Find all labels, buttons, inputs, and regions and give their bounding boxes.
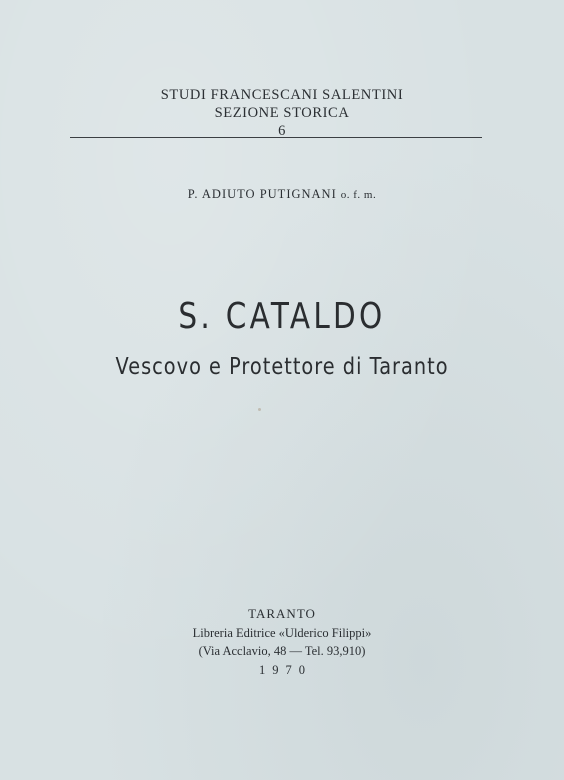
publisher-address: (Via Acclavio, 48 — Tel. 93,910)	[198, 644, 366, 658]
series-name: STUDI FRANCESCANI SALENTINI	[160, 87, 404, 103]
author-order: o. f. m.	[340, 189, 377, 201]
series-number: 6	[278, 123, 286, 139]
book-title: S. CATALDO	[178, 296, 386, 337]
publisher-name: Libreria Editrice «Ulderico Filippi»	[192, 625, 372, 640]
publication-city: TARANTO	[248, 606, 316, 621]
author-name: P. ADIUTO PUTIGNANI	[187, 187, 337, 201]
series-section: SEZIONE STORICA	[214, 105, 350, 121]
book-subtitle: Vescovo e Protettore di Taranto	[115, 354, 449, 380]
imprint	[0, 605, 564, 679]
paper-speck	[258, 408, 261, 411]
horizontal-rule	[70, 137, 482, 138]
series-heading	[0, 86, 564, 140]
author-line	[0, 187, 564, 202]
publication-year: 1970	[259, 662, 312, 677]
